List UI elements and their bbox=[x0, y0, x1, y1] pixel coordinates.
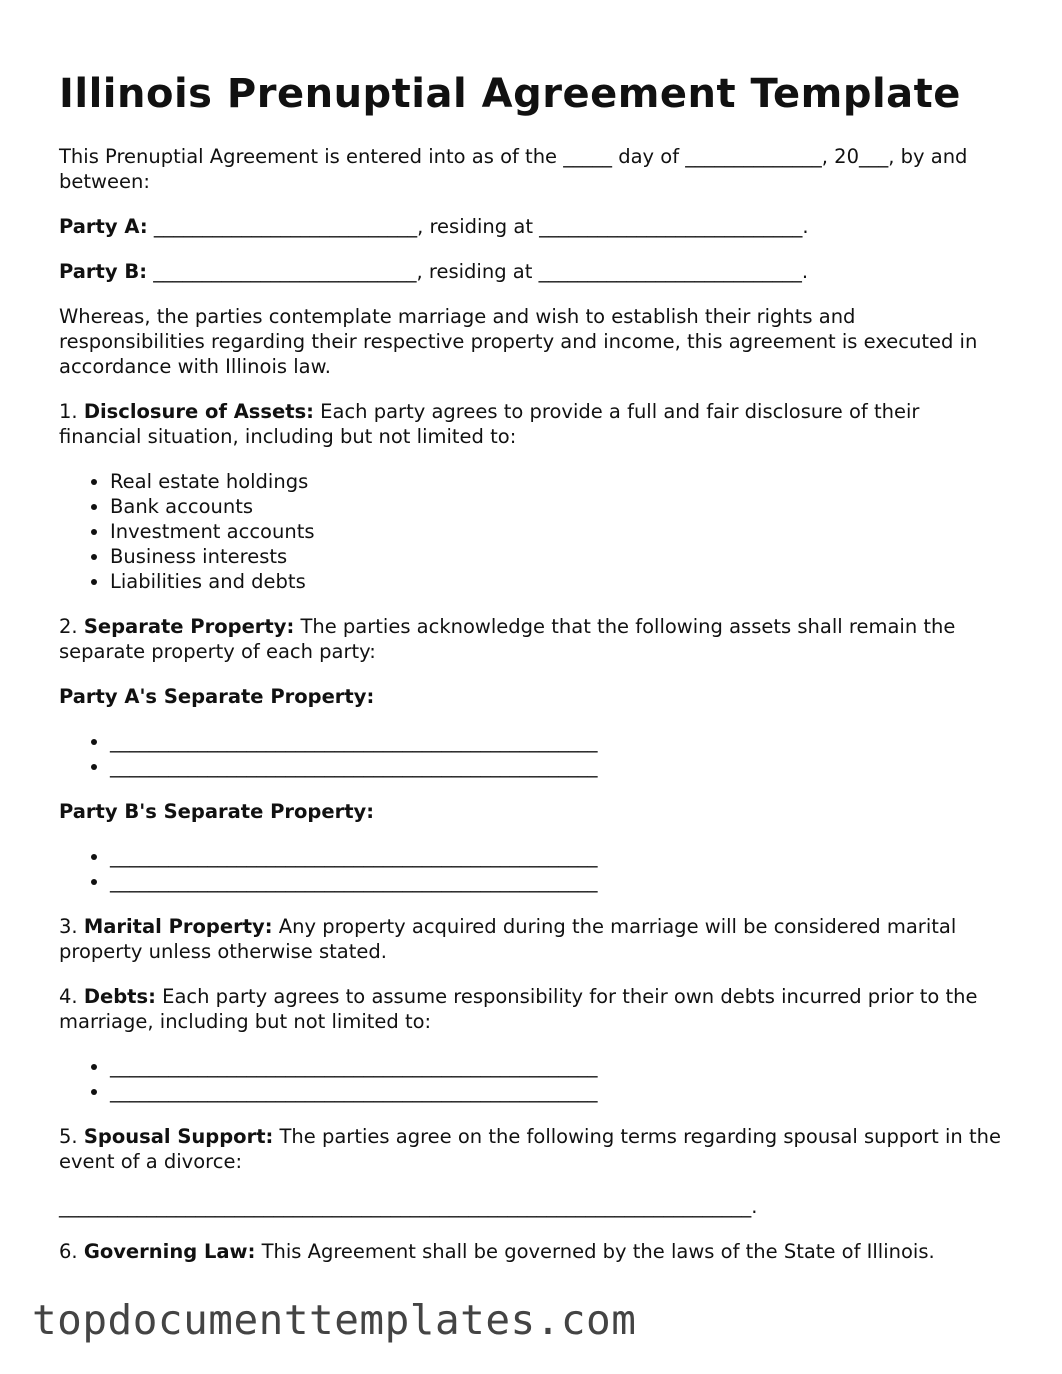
section-4-number: 4. bbox=[59, 985, 84, 1008]
section-2-text: The parties acknowledge that the following assets shall remain the separate property of each party: bbox=[59, 615, 956, 663]
whereas-paragraph: Whereas, the parties contemplate marriage and wish to establish their rights and responsibilities regarding their respective property and income, this agreement is executed in accordance with Illinois law. bbox=[59, 305, 978, 378]
section-5-heading: Spousal Support: bbox=[83, 1125, 274, 1148]
list-item: • Investment accounts bbox=[110, 519, 1004, 544]
intro-paragraph: This Prenuptial Agreement is entered into as of the _____ day of ______________, 20___, by and between: bbox=[59, 145, 968, 193]
section-4 bbox=[59, 984, 1004, 1034]
section-3-text: Any property acquired during the marriage will be considered marital property unless otherwise stated. bbox=[59, 915, 957, 963]
section-6-heading: Governing Law: bbox=[83, 1240, 256, 1263]
list-item: • Business interests bbox=[110, 544, 1004, 569]
section-6-number: 6. bbox=[59, 1240, 84, 1263]
section-1-number: 1. bbox=[59, 400, 84, 423]
list-item: • Real estate holdings bbox=[110, 469, 1004, 494]
list-item: • Bank accounts bbox=[110, 494, 1004, 519]
asset-list bbox=[59, 469, 1004, 594]
debts-list bbox=[59, 1054, 1004, 1104]
party-b-text: ___________________________, residing at ___________________________. bbox=[147, 260, 809, 283]
document-page bbox=[59, 70, 1004, 1284]
party-b-separate-list bbox=[59, 844, 1004, 894]
spousal-support-blank: _______________________________________________________________________. bbox=[59, 1195, 758, 1218]
section-2 bbox=[59, 614, 1004, 664]
list-item: • __________________________________________________ bbox=[110, 754, 1004, 779]
section-3-heading: Marital Property: bbox=[83, 915, 273, 938]
section-1 bbox=[59, 399, 1004, 449]
party-a-separate-list bbox=[59, 729, 1004, 779]
site-watermark: topdocumenttemplates.com bbox=[32, 1296, 637, 1344]
section-3 bbox=[59, 914, 1004, 964]
list-item: • __________________________________________________ bbox=[110, 729, 1004, 754]
party-a-line bbox=[59, 214, 1004, 239]
party-a-text: ___________________________, residing at ___________________________. bbox=[147, 215, 809, 238]
document-title: Illinois Prenuptial Agreement Template bbox=[59, 71, 961, 117]
section-3-number: 3. bbox=[59, 915, 84, 938]
party-b-line bbox=[59, 259, 1004, 284]
section-2-heading: Separate Property: bbox=[83, 615, 295, 638]
party-a-label: Party A: bbox=[59, 215, 148, 238]
section-2-number: 2. bbox=[59, 615, 84, 638]
section-4-text: Each party agrees to assume responsibility for their own debts incurred prior to the marriage, including but not limited to: bbox=[59, 985, 978, 1033]
section-1-heading: Disclosure of Assets: bbox=[83, 400, 314, 423]
section-1-text: Each party agrees to provide a full and fair disclosure of their financial situation, including but not limited to: bbox=[59, 400, 920, 448]
section-4-heading: Debts: bbox=[83, 985, 156, 1008]
section-5-text: The parties agree on the following terms regarding spousal support in the event of a divorce: bbox=[59, 1125, 1001, 1173]
section-6 bbox=[59, 1239, 1004, 1264]
party-b-label: Party B: bbox=[59, 260, 148, 283]
list-item: • __________________________________________________ bbox=[110, 869, 1004, 894]
list-item: • Liabilities and debts bbox=[110, 569, 1004, 594]
party-b-separate-heading: Party B's Separate Property: bbox=[59, 800, 375, 823]
list-item: • __________________________________________________ bbox=[110, 844, 1004, 869]
list-item: • __________________________________________________ bbox=[110, 1054, 1004, 1079]
list-item: • __________________________________________________ bbox=[110, 1079, 1004, 1104]
party-a-separate-heading: Party A's Separate Property: bbox=[59, 685, 375, 708]
section-5-number: 5. bbox=[59, 1125, 84, 1148]
section-6-text: This Agreement shall be governed by the laws of the State of Illinois. bbox=[255, 1240, 935, 1263]
section-5 bbox=[59, 1124, 1004, 1174]
